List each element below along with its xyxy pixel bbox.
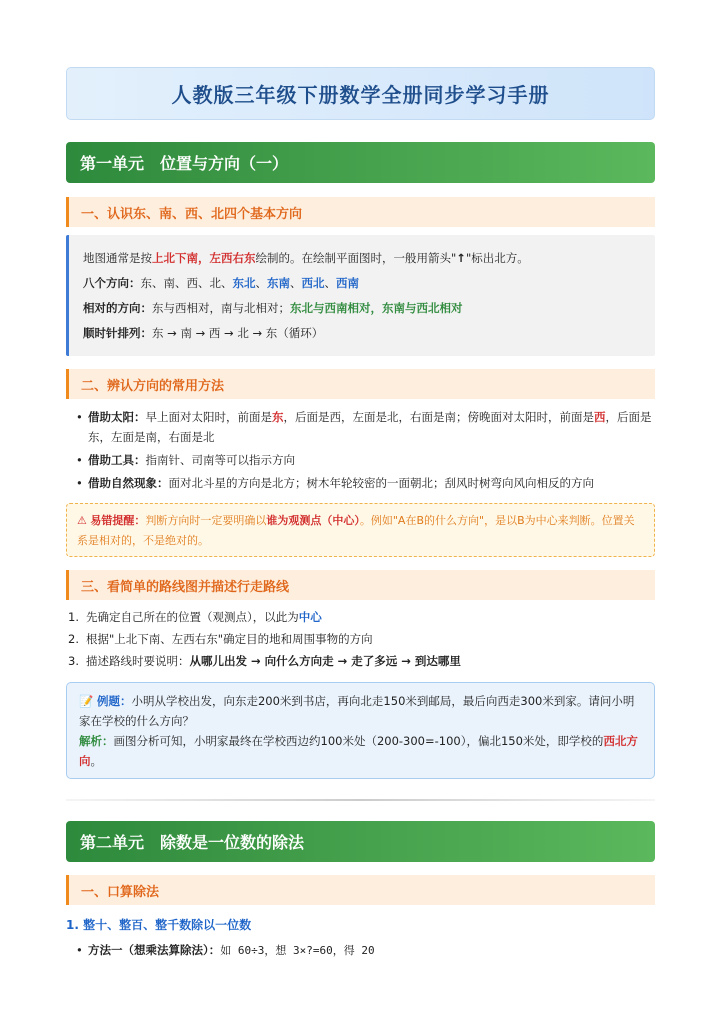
unit1-section1-heading: 一、认识东、南、西、北四个基本方向 xyxy=(66,197,655,227)
highlight: 西北方向 xyxy=(79,734,638,768)
example-label: 例题： xyxy=(96,694,132,708)
label: 方法一（想乘法算除法）： xyxy=(88,943,221,957)
label: 借助太阳： xyxy=(88,410,146,424)
list-item xyxy=(68,606,653,628)
north-arrow-icon: ↑ xyxy=(456,251,466,265)
text: 东与西相对，南与北相对； xyxy=(152,301,290,315)
highlight: 中心 xyxy=(298,610,322,624)
label: 相对的方向： xyxy=(83,301,152,315)
text: 如 60÷3，想 3×?=60，得 20 xyxy=(220,944,375,957)
example-analysis xyxy=(79,731,642,771)
label: 借助工具： xyxy=(88,453,146,467)
highlight: 谁为观测点（中心） xyxy=(266,514,360,527)
text: 描述路线时要说明： xyxy=(86,654,190,668)
unit1-section3-heading: 三、看简单的路线图并描述行走路线 xyxy=(66,570,655,600)
item-number: 3. xyxy=(68,654,79,668)
list-item xyxy=(76,407,656,447)
direction-term: 东南 xyxy=(267,276,290,290)
text: ，后面是西，左面是北，右面是南；傍晚面对太阳时，前面是 xyxy=(283,410,594,424)
direction-term: 东北 xyxy=(232,276,256,290)
text: 地图通常是按 xyxy=(83,251,152,265)
text: 早上面对太阳时，前面是 xyxy=(145,410,272,424)
separator: ， xyxy=(370,301,382,315)
warning-label: 易错提醒： xyxy=(90,514,146,527)
text: 绘制的。在绘制平面图时，一般用箭头" xyxy=(255,251,457,265)
text: 根据"上北下南、左西右东"确定目的地和周围事物的方向 xyxy=(86,632,373,646)
highlight: 东北与西南相对 xyxy=(290,301,371,315)
unit1-header: 第一单元 位置与方向（一） xyxy=(66,142,655,183)
highlight: 左西右东 xyxy=(209,251,256,265)
text: 判断方向时一定要明确以 xyxy=(145,514,267,527)
warning-icon: ⚠ xyxy=(77,514,87,527)
text: 东 → 南 → 西 → 北 → 东（循环） xyxy=(152,326,324,340)
highlight: 西 xyxy=(594,410,606,424)
subheading: 1. 整十、整百、整千数除以一位数 xyxy=(66,918,252,932)
methods-list xyxy=(76,407,656,496)
memo-icon: 📝 xyxy=(79,694,94,708)
separator: 、 xyxy=(255,276,267,290)
text: 先确定自己所在的位置（观测点），以此为 xyxy=(86,610,299,624)
text: 指南针、司南等可以指示方向 xyxy=(145,453,295,467)
route-steps-list xyxy=(68,606,653,672)
highlight: 东 xyxy=(272,410,284,424)
list-item xyxy=(76,450,656,470)
method-list xyxy=(76,940,656,964)
text: 。例如"A在B的什么方向"，是以B为中心来判断。位置关系是相对的，不是绝对的。 xyxy=(77,514,635,547)
label: 八个方向： xyxy=(83,276,141,290)
warning-box xyxy=(66,503,655,557)
opposite-directions-line xyxy=(83,299,655,324)
label: 顺时针排列： xyxy=(83,326,152,340)
clockwise-order-line xyxy=(83,324,655,349)
unit2-header: 第二单元 除数是一位数的除法 xyxy=(66,821,655,862)
unit2-section1-heading: 一、口算除法 xyxy=(66,875,655,905)
list-item xyxy=(68,628,653,650)
analysis-label: 解析： xyxy=(79,734,114,748)
direction-term: 西北 xyxy=(301,276,325,290)
text: 小明从学校出发，向东走200米到书店，再向北走150米到邮局，最后向西走300米到家。请问小明家在学校的什么方向？ xyxy=(79,694,635,728)
label: 借助自然现象： xyxy=(88,476,169,490)
text: 画图分析可知，小明家最终在学校西边约100米处（200-300=-100），偏北150米处，即学校的 xyxy=(113,734,604,748)
example-question xyxy=(79,691,642,731)
text: 东、南、西、北、 xyxy=(140,276,233,290)
item-number: 2. xyxy=(68,632,79,646)
document-title: 人教版三年级下册数学全册同步学习手册 xyxy=(66,67,655,120)
highlight: 上北下南 xyxy=(152,251,198,265)
text: 。 xyxy=(90,754,102,768)
list-item xyxy=(76,940,656,961)
direction-term: 西南 xyxy=(336,276,359,290)
eight-directions-line xyxy=(83,274,655,299)
map-rule-line xyxy=(83,249,655,274)
separator: 、 xyxy=(290,276,302,290)
item-number: 1. xyxy=(68,610,79,624)
highlight: 从哪儿出发 → 向什么方向走 → 走了多远 → 到达哪里 xyxy=(189,654,461,668)
text: ，后面是东，左面是南，右面是北 xyxy=(88,410,652,444)
text: 面对北斗星的方向是北方；树木年轮较密的一面朝北；刮风时树弯向风向相反的方向 xyxy=(168,476,594,490)
directions-info-box xyxy=(66,235,655,356)
list-item xyxy=(76,473,656,493)
example-box xyxy=(66,682,655,779)
text: "标出北方。 xyxy=(465,251,529,265)
separator: 、 xyxy=(324,276,336,290)
highlight: 东南与西北相对 xyxy=(382,301,463,315)
unit1-section2-heading: 二、辨认方向的常用方法 xyxy=(66,369,655,399)
divider xyxy=(66,799,655,801)
list-item xyxy=(68,650,653,672)
separator: ， xyxy=(198,251,210,265)
